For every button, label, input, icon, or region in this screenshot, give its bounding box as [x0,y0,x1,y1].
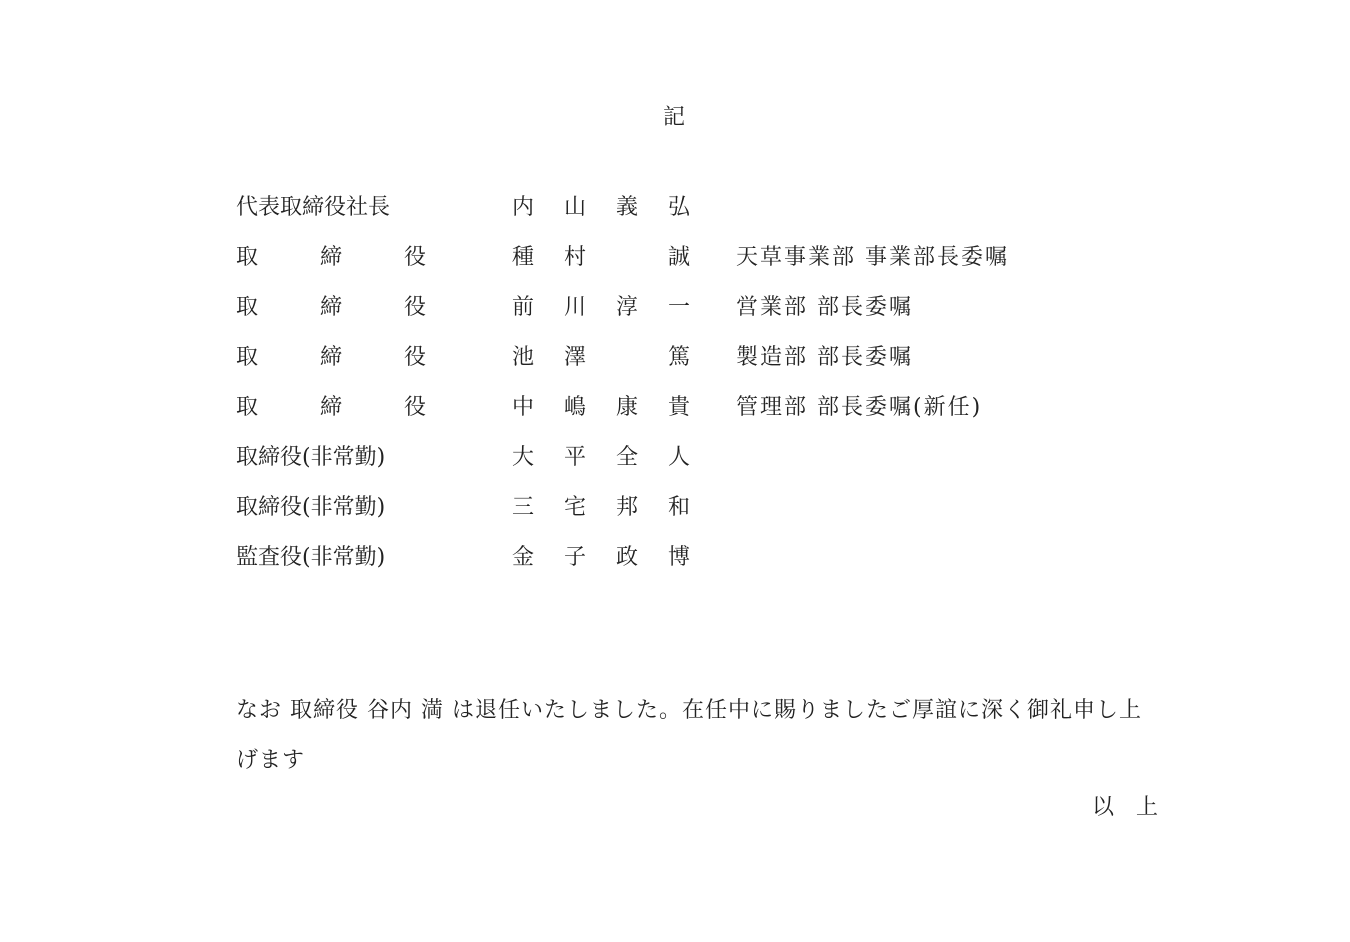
officer-title: 取 締 役 [236,245,426,270]
officer-note: 管理部 部長委嘱(新任) [736,395,983,420]
officer-title: 監査役(非常勤) [236,545,386,570]
officer-name-char: 澤 [564,345,587,370]
officer-row [0,238,1350,278]
heading-ki: 記 [662,105,687,130]
officer-row [0,188,1350,228]
officer-name-char: 人 [668,445,691,470]
officer-name [512,288,690,328]
officer-row [0,538,1350,578]
officer-name-char: 邦 [616,495,639,520]
officer-name [512,188,690,228]
officer-name-char: 嶋 [564,395,587,420]
officer-name-char: 和 [668,495,691,520]
officer-name-char: 政 [616,545,639,570]
officer-name [512,238,690,278]
officer-name-char: 一 [668,295,691,320]
officer-note: 天草事業部 事業部長委嘱 [736,245,1009,270]
officer-name-char: 三 [512,495,535,520]
officer-note: 営業部 部長委嘱 [736,295,913,320]
officer-name [512,338,690,378]
officer-name-char: 池 [512,345,535,370]
officer-name-char: 山 [564,195,587,220]
officer-name-char: 中 [512,395,535,420]
officer-row [0,388,1350,428]
officer-name-char: 康 [616,395,639,420]
officer-name-char: 貴 [668,395,691,420]
officer-name-char: 篤 [668,345,691,370]
officer-title: 取締役(非常勤) [236,445,386,470]
officer-row [0,338,1350,378]
officer-name-char: 誠 [668,245,691,270]
officer-name-char: 大 [512,445,535,470]
officer-name-char: 平 [564,445,587,470]
officer-name-char [616,338,638,378]
officer-name-char: 村 [564,245,587,270]
officer-title: 取締役(非常勤) [236,495,386,520]
officer-row [0,488,1350,528]
officer-title: 取 締 役 [236,395,426,420]
officer-name-char [616,238,638,278]
officer-name-char: 義 [616,195,639,220]
officer-name-char: 宅 [564,495,587,520]
officer-title: 代表取締役社長 [236,195,391,220]
officer-name [512,488,690,528]
end-mark: 以上 [1091,795,1180,820]
officer-name-char: 金 [512,545,535,570]
officer-name-char: 子 [564,545,587,570]
officer-name-char: 全 [616,445,639,470]
officer-note: 製造部 部長委嘱 [736,345,913,370]
closing-paragraph: なお 取締役 谷内 満 は退任いたしました。在任中に賜りましたご厚誼に深く御礼申し上げます [236,698,1142,773]
officer-row [0,438,1350,478]
officer-name [512,538,690,578]
officer-name-char: 川 [564,295,587,320]
officer-title: 取 締 役 [236,295,426,320]
officer-name-char: 博 [668,545,691,570]
officer-title: 取 締 役 [236,345,426,370]
officer-row [0,288,1350,328]
officer-name-char: 淳 [616,295,639,320]
officer-name-char: 前 [512,295,535,320]
officer-name [512,438,690,478]
officer-name [512,388,690,428]
officer-name-char: 内 [512,195,535,220]
officer-name-char: 弘 [668,195,691,220]
officer-name-char: 種 [512,245,535,270]
